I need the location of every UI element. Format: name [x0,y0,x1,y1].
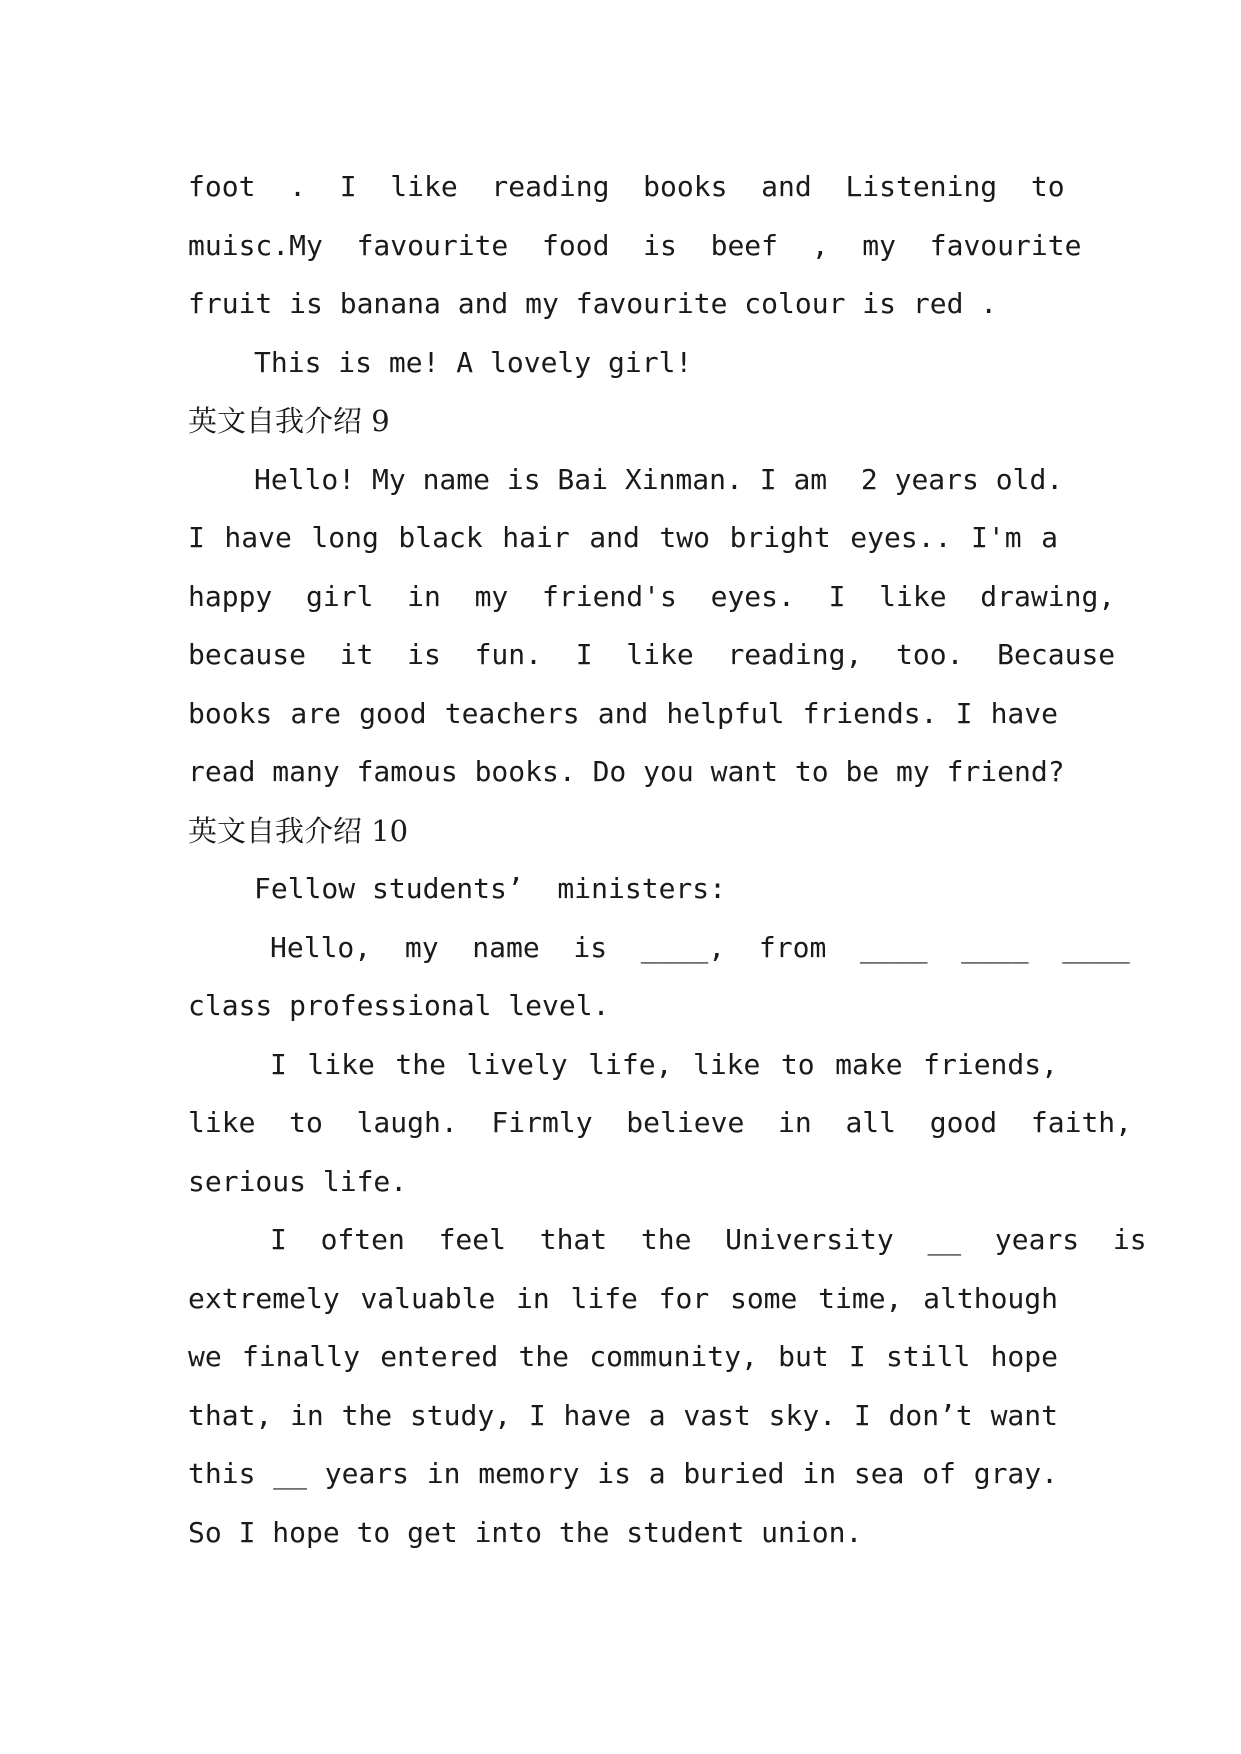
paragraph-line: Hello! My name is Bai Xinman. I am 2 years old. [254,462,1064,496]
paragraph-line: books are good teachers and helpful friends. I have [188,696,1058,730]
paragraph-line: Hello, my name is ____, from ____ ____ ____ [270,930,1130,964]
paragraph-line: muisc.My favourite food is beef , my favourite [188,228,1082,262]
paragraph-line: I have long black hair and two bright eyes.. I'm a [188,521,1058,554]
greeting-line: Fellow students’ ministers: [254,872,727,905]
paragraph-line: class professional level. [188,989,610,1022]
paragraph-line: happy girl in my friend's eyes. I like drawing, [188,579,1116,613]
paragraph-line: This is me! A lovely girl! [254,345,693,379]
section-heading-9: 英文自我介绍 9 [188,404,390,438]
document-body [188,158,1147,1562]
paragraph-line: I like the lively life, like to make friends, [270,1047,1058,1081]
paragraph-line: fruit is banana and my favourite colour is red . [188,287,998,320]
paragraph-line: that, in the study, I have a vast sky. I don’t want [188,1398,1058,1432]
paragraph-line: extremely valuable in life for some time, although [188,1281,1058,1315]
paragraph-line: So I hope to get into the student union. [188,1515,863,1549]
paragraph-line: because it is fun. I like reading, too. Because [188,638,1116,671]
paragraph-line: I often feel that the University __ years is [270,1223,1147,1256]
paragraph-line: we finally entered the community, but I still hope [188,1340,1058,1373]
paragraph-line: like to laugh. Firmly believe in all good faith, [188,1106,1133,1139]
section-heading-10: 英文自我介绍 10 [188,813,409,848]
paragraph-line: serious life. [188,1164,408,1198]
paragraph-line: foot . I like reading books and Listening to [188,170,1065,203]
paragraph-line: this __ years in memory is a buried in sea of gray. [188,1457,1058,1490]
paragraph-line: read many famous books. Do you want to be my friend? [188,755,1065,788]
